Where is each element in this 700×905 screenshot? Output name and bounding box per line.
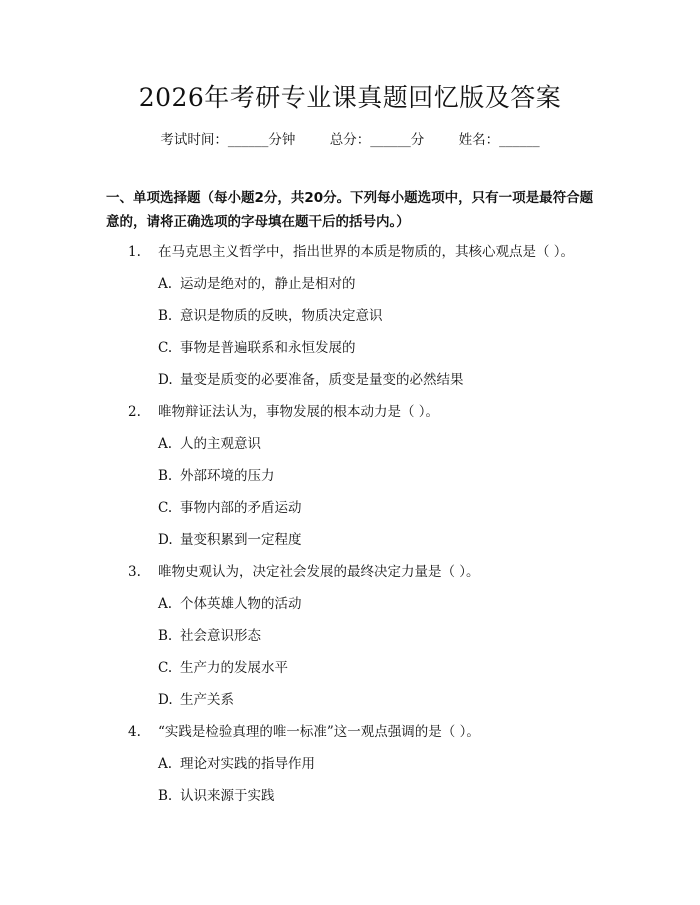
option-item [158, 689, 234, 711]
option-text: 社会意识形态 [180, 628, 261, 644]
option-letter: A. [158, 436, 173, 452]
option-letter: A. [158, 276, 173, 292]
option-item [158, 625, 261, 647]
option-text: 量变是质变的必要准备，质变是量变的必然结果 [180, 372, 464, 388]
question-number: 2. [128, 404, 141, 420]
question-text: 唯物辩证法认为，事物发展的根本动力是（ ）。 [158, 404, 440, 420]
option-item [158, 369, 464, 391]
option-text: 事物是普遍联系和永恒发展的 [180, 340, 356, 356]
option-letter: C. [158, 660, 173, 676]
question-stem [128, 721, 480, 743]
option-text: 生产力的发展水平 [180, 660, 288, 676]
question-number: 4. [128, 724, 141, 740]
option-item [158, 337, 356, 359]
option-item [158, 753, 315, 775]
option-text: 意识是物质的反映，物质决定意识 [180, 308, 383, 324]
section-heading: 一、单项选择题（每小题2分，共20分。下列每小题选项中，只有一项是最符合题意的，请将正确选项的字母填在题干后的括号内。） [106, 190, 594, 230]
score-label: 总分： [329, 132, 371, 148]
option-letter: C. [158, 500, 173, 516]
option-letter: D. [158, 692, 173, 708]
option-item [158, 433, 261, 455]
option-item [158, 305, 383, 327]
question-stem [128, 241, 574, 263]
time-blank: ______ [227, 132, 269, 148]
name-label: 姓名： [458, 132, 500, 148]
option-item [158, 273, 356, 295]
option-letter: D. [158, 372, 173, 388]
option-item [158, 785, 275, 807]
page-title: 2026年考研专业课真题回忆版及答案 [138, 83, 562, 112]
time-unit: 分钟 [268, 132, 296, 148]
option-letter: A. [158, 756, 173, 772]
option-item [158, 465, 275, 487]
option-item [158, 497, 302, 519]
question-text: 唯物史观认为，决定社会发展的最终决定力量是（ ）。 [158, 564, 480, 580]
option-text: 人的主观意识 [180, 436, 261, 452]
option-text: 个体英雄人物的活动 [180, 596, 302, 612]
score-unit: 分 [410, 132, 425, 148]
question-number: 3. [128, 564, 141, 580]
option-item [158, 657, 288, 679]
option-item [158, 593, 302, 615]
score-blank: ______ [370, 132, 411, 148]
option-text: 运动是绝对的，静止是相对的 [180, 276, 356, 292]
option-text: 量变积累到一定程度 [180, 532, 302, 548]
question-stem [128, 401, 439, 423]
option-letter: B. [158, 788, 173, 804]
option-text: 事物内部的矛盾运动 [180, 500, 302, 516]
option-text: 认识来源于实践 [180, 788, 275, 804]
option-letter: C. [158, 340, 173, 356]
option-letter: B. [158, 628, 173, 644]
option-text: 理论对实践的指导作用 [180, 756, 315, 772]
question-text: “实践是检验真理的唯一标准”这一观点强调的是（ ）。 [158, 724, 480, 740]
question-number: 1. [128, 244, 141, 260]
name-blank: ______ [499, 132, 540, 148]
question-text: 在马克思主义哲学中，指出世界的本质是物质的，其核心观点是（ ）。 [158, 244, 575, 260]
option-letter: B. [158, 468, 173, 484]
option-item [158, 529, 302, 551]
option-text: 外部环境的压力 [180, 468, 275, 484]
option-letter: B. [158, 308, 173, 324]
exam-info-line [0, 129, 700, 151]
question-stem [128, 561, 480, 583]
option-letter: D. [158, 532, 173, 548]
option-text: 生产关系 [180, 692, 234, 708]
time-label: 考试时间： [160, 132, 228, 148]
option-letter: A. [158, 596, 173, 612]
